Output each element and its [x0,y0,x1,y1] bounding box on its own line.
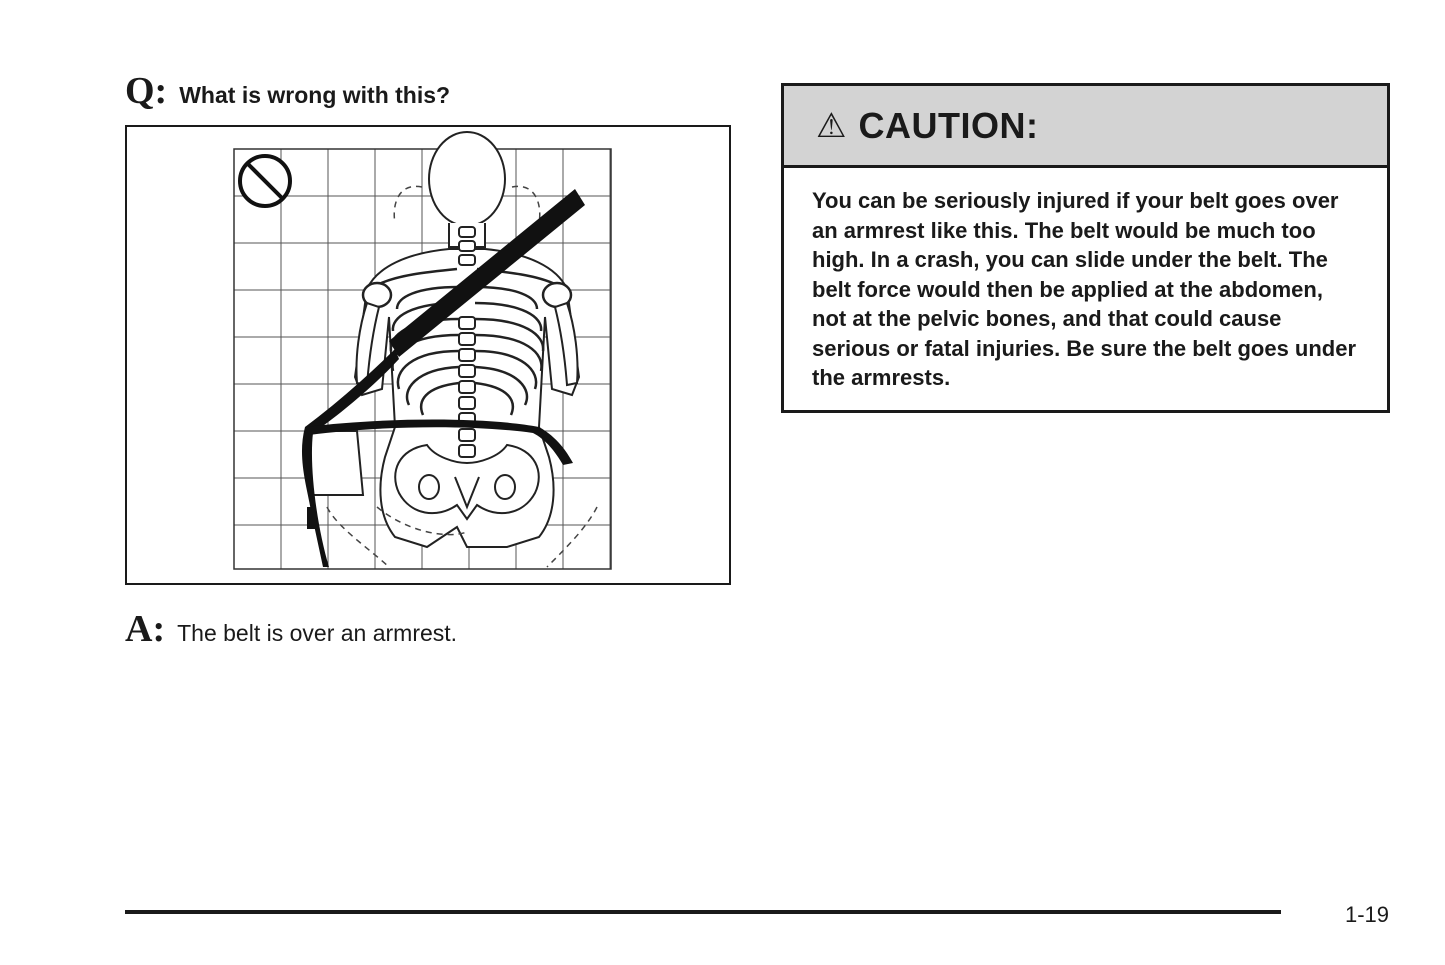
seatbelt-illustration [125,125,731,585]
caution-title: CAUTION: [858,104,1039,146]
warning-triangle-icon: ⚠ [816,106,847,145]
answer-letter: A: [125,608,166,650]
page-number: 1-19 [1345,902,1390,927]
question-text: What is wrong with this? [179,82,451,108]
answer-text: The belt is over an armrest. [177,620,458,646]
footer-rule [125,910,1281,914]
skeleton-belt-drawing [127,127,729,583]
caution-header [784,86,1387,168]
caution-text: You can be seriously injured if your belt goes over an armrest like this. The belt would be much too high. In a crash, you can slide under the belt. The belt force would then be applied at the abdomen, not at the pelvic bones, and that could cause serious or fatal injuries. Be sure the belt goes under the armrests. [812,188,1357,390]
caution-box [781,83,1390,413]
answer [125,610,457,648]
prohibited-icon [240,156,290,206]
question-letter: Q: [125,70,168,112]
question [125,72,450,110]
